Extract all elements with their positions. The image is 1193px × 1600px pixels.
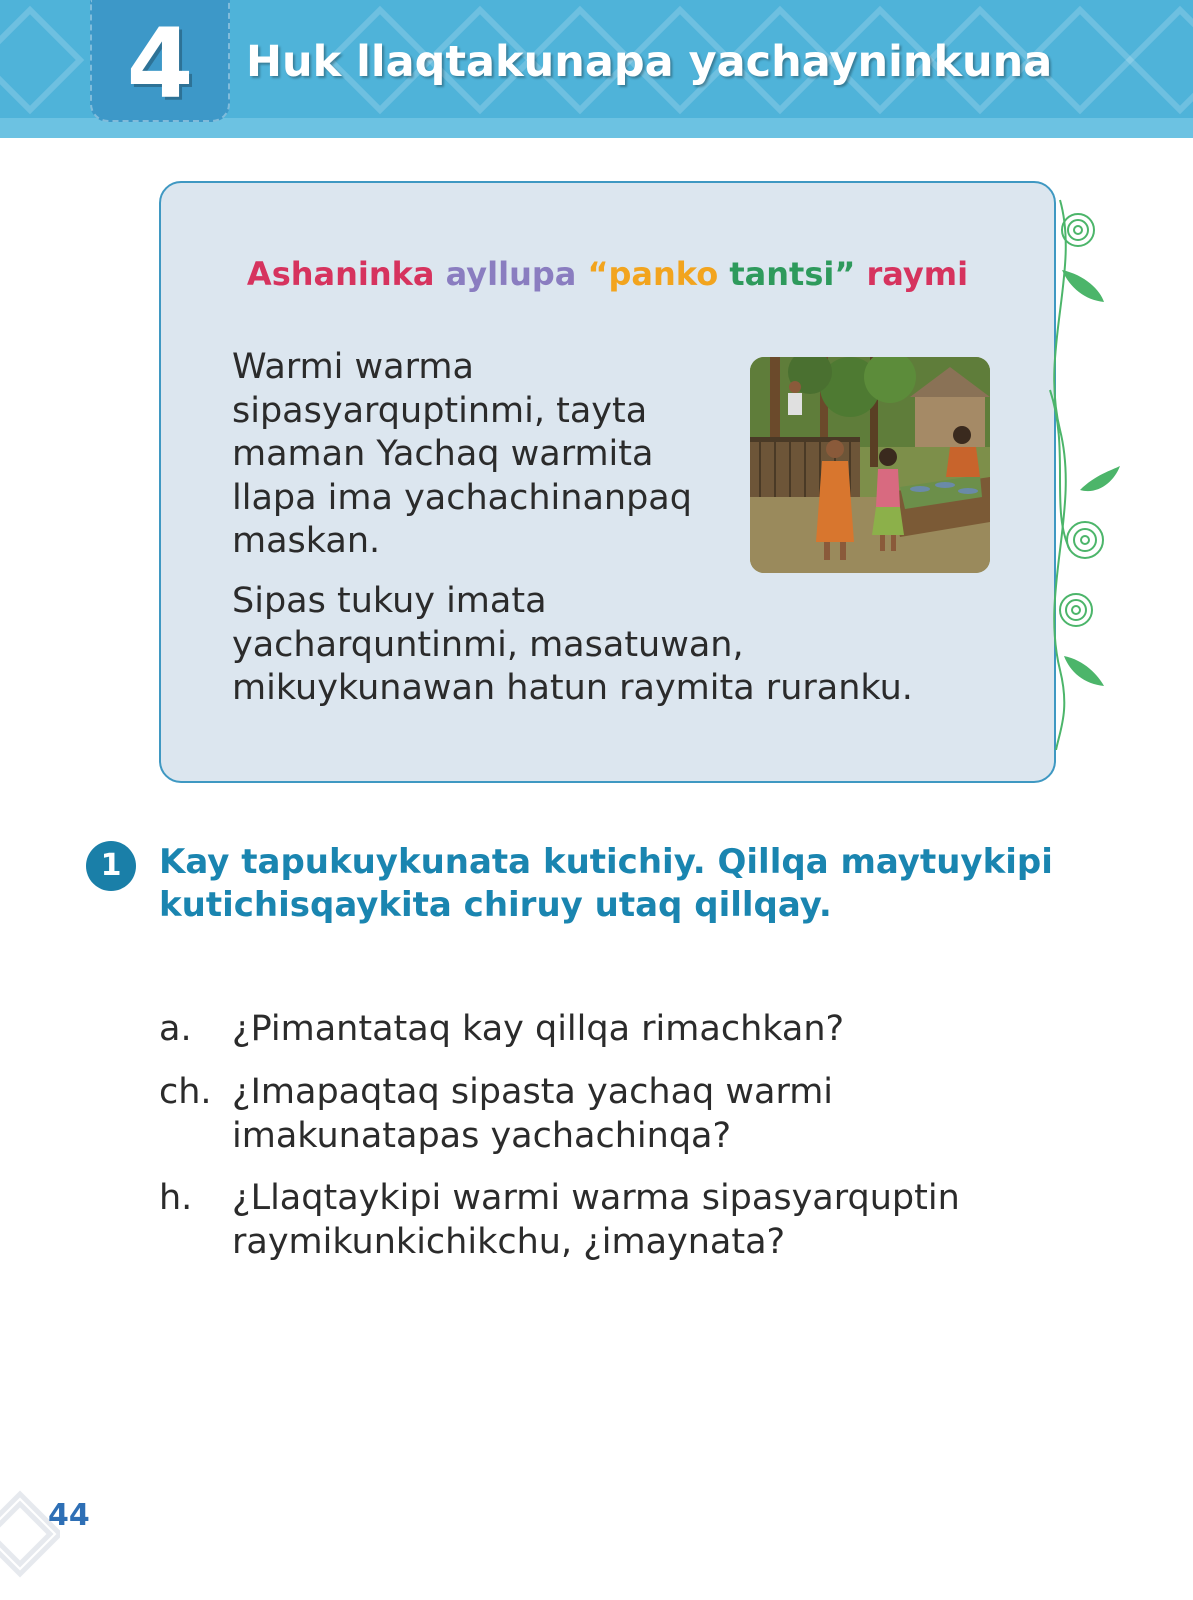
question-letter: ch. (159, 1072, 212, 1112)
reading-title (0, 255, 1193, 293)
reading-title-part: Ashaninka (246, 255, 435, 293)
reading-paragraph-2: Sipas tukuy imata yacharquntinmi, masatuwan, mikuykunawan hatun raymita ruranku. (232, 581, 913, 708)
question-text: ¿Imapaqtaq sipasta yachaq warmi imakunatapas yachachinqa? (232, 1072, 834, 1156)
activity-number-badge: 1 (86, 841, 136, 891)
question-letter: a. (159, 1009, 192, 1049)
reading-title-part: raymi (866, 255, 969, 293)
spiral-vine-icon (1040, 190, 1140, 750)
reading-title-part: tantsi” (729, 255, 856, 293)
reading-paragraph-1: Warmi warma sipasyarquptinmi, tayta maman Yachaq warmita llapa ima yachachinanpaq maskan. (232, 347, 692, 561)
chapter-title: Huk llaqtakunapa yachayninkuna (246, 37, 1053, 87)
page-number: 44 (48, 1498, 90, 1533)
activity-instruction: Kay tapukuykunata kutichiy. Qillqa maytuykipi kutichisqaykita chiruy utaq qillqay. (159, 842, 1053, 925)
village-scene-illustration (750, 357, 990, 573)
chapter-number: 4 (126, 8, 194, 120)
question-text: ¿Pimantataq kay qillqa rimachkan? (232, 1009, 845, 1049)
reading-title-part: “panko (587, 255, 719, 293)
reading-title-part: ayllupa (445, 255, 577, 293)
question-text: ¿Llaqtaykipi warmi warma sipasyarquptin raymikunkichikchu, ¿imaynata? (232, 1178, 960, 1262)
question-letter: h. (159, 1178, 193, 1218)
